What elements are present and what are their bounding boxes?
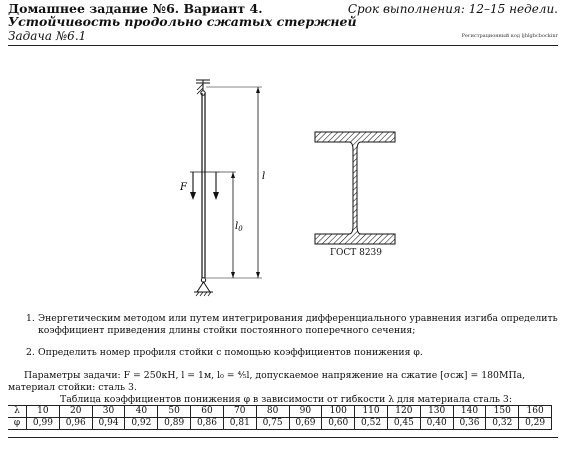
bottom-divider — [8, 437, 558, 438]
lambda-cell: 160 — [519, 406, 552, 418]
task-parameters: Параметры задачи: F = 250кН, l = 1м, l₀ = ⅘l, допускаемое напряжение на сжатие [σсж] = 180МПа, материал стойки: сталь 3. — [8, 370, 526, 393]
deadline: Срок выполнения: 12–15 недели. — [347, 2, 558, 16]
lambda-cell: 80 — [256, 406, 289, 418]
l0-label: $l_0$ — [235, 221, 243, 233]
lambda-cell: 100 — [322, 406, 355, 418]
question-1-text: Энергетическим методом или путем интегрирования дифференциального уравнения изгиба определить коэффициент приведения длины стойки постоянного поперечного сечения; — [38, 313, 558, 336]
lambda-cell: 10 — [27, 406, 60, 418]
length-dimension — [206, 87, 262, 278]
lambda-cell: 120 — [387, 406, 420, 418]
phi-header: φ — [8, 418, 27, 430]
lambda-cell: 30 — [92, 406, 125, 418]
column-bar — [202, 93, 205, 278]
bottom-pin-support — [194, 278, 213, 296]
lambda-cell: 50 — [158, 406, 191, 418]
phi-cell: 0,94 — [92, 418, 125, 430]
lambda-cell: 110 — [355, 406, 388, 418]
phi-cell: 0,75 — [256, 418, 289, 430]
question-2 — [26, 347, 558, 359]
registration-code: Регистрационный код ljhlgbcbockinr — [461, 33, 558, 39]
phi-cell: 0,40 — [420, 418, 453, 430]
phi-cell: 0,29 — [519, 418, 552, 430]
phi-cell: 0,60 — [322, 418, 355, 430]
top-pin-support — [196, 80, 210, 95]
question-1-number: 1. — [26, 313, 35, 324]
lambda-cell: 90 — [289, 406, 322, 418]
lambda-cell: 130 — [420, 406, 453, 418]
phi-cell: 0,89 — [158, 418, 191, 430]
i-beam-cross-section — [315, 132, 395, 244]
question-2-text: Определить номер профиля стойки с помощью коэффициентов понижения φ. — [38, 347, 423, 358]
profile-caption: ГОСТ 8239 — [330, 248, 382, 258]
lambda-header: λ — [8, 406, 27, 418]
phi-cell: 0,69 — [289, 418, 322, 430]
table-caption: Таблица коэффициентов понижения φ в зависимости от гибкости λ для материала сталь 3: — [60, 394, 512, 405]
phi-cell: 0,99 — [27, 418, 60, 430]
phi-cell: 0,52 — [355, 418, 388, 430]
question-1 — [26, 313, 558, 337]
lambda-cell: 150 — [486, 406, 519, 418]
lambda-cell: 70 — [223, 406, 256, 418]
lambda-cell: 20 — [59, 406, 92, 418]
assignment-title: Домашнее задание №6. Вариант 4. — [8, 1, 263, 16]
phi-row — [8, 418, 552, 430]
lambda-cell: 140 — [453, 406, 486, 418]
coefficient-table — [8, 405, 552, 430]
assignment-subtitle: Устойчивость продольно сжатых стержней — [8, 14, 357, 29]
l0-dimension — [220, 172, 236, 278]
phi-cell: 0,96 — [59, 418, 92, 430]
phi-cell: 0,86 — [191, 418, 224, 430]
lambda-cell: 40 — [125, 406, 158, 418]
lambda-row — [8, 406, 552, 418]
question-2-number: 2. — [26, 347, 35, 358]
force-label: F — [180, 182, 187, 193]
length-label: l — [262, 171, 266, 182]
phi-cell: 0,81 — [223, 418, 256, 430]
phi-cell: 0,45 — [387, 418, 420, 430]
phi-cell: 0,36 — [453, 418, 486, 430]
task-number: Задача №6.1 — [8, 29, 87, 43]
phi-cell: 0,32 — [486, 418, 519, 430]
phi-cell: 0,92 — [125, 418, 158, 430]
lambda-cell: 60 — [191, 406, 224, 418]
